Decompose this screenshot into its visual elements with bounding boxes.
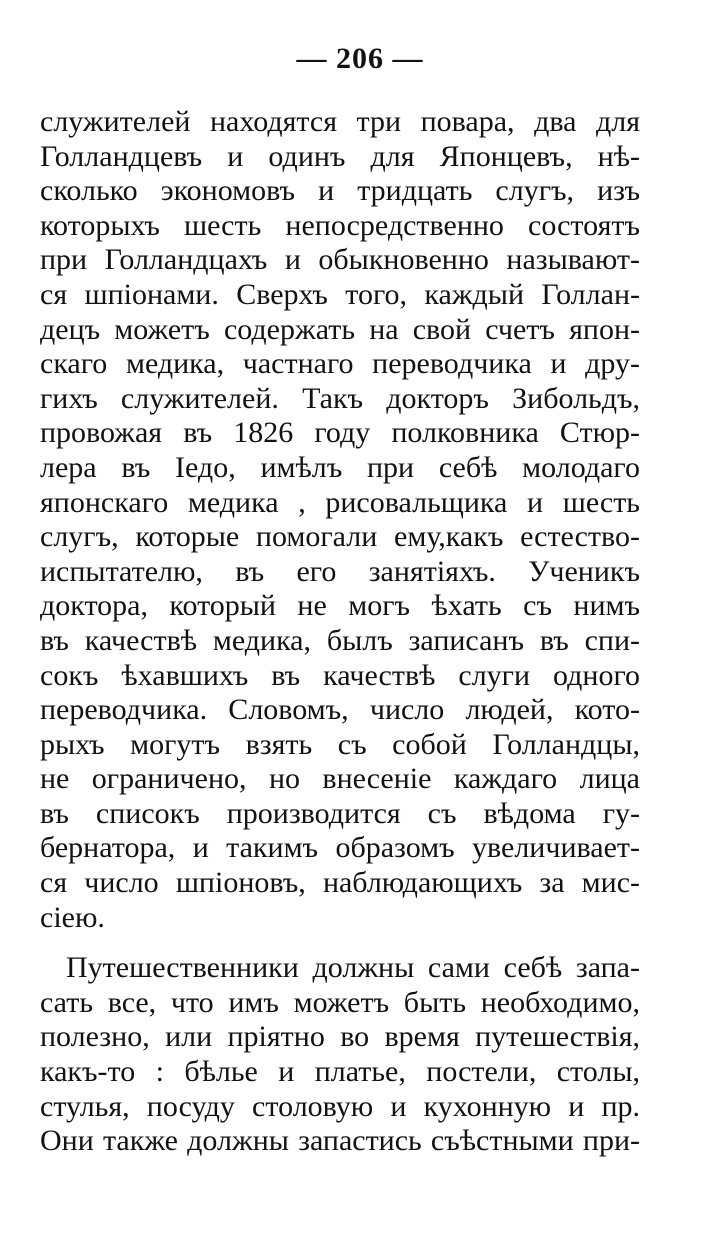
text-line: японскаго медика , рисовальщика и шесть <box>40 485 640 519</box>
text-line: которыхъ шесть непосредственно состоятъ <box>40 208 640 242</box>
text-line: при Голландцахъ и обыкновенно называют- <box>40 243 640 277</box>
text-line: служителей находятся три повара, два для <box>40 105 640 138</box>
paragraph-1 <box>40 105 640 935</box>
text-line: децъ можетъ содержать на свой счетъ япон- <box>40 312 640 346</box>
text-line: бернатора, и такимъ образомъ увеличивает- <box>40 831 640 865</box>
text-line: стулья, посуду столовую и кухонную и пр. <box>40 1089 640 1123</box>
text-line: доктора, который не могъ ѣхать съ нимъ <box>40 589 640 623</box>
text-line: рыхъ могутъ взять съ собой Голландцы, <box>40 727 640 761</box>
body-text <box>40 105 640 1159</box>
text-line: не ограничено, но внесеніе каждаго лица <box>40 762 640 796</box>
text-line: въ качествѣ медика, былъ записанъ въ спи- <box>40 623 640 657</box>
paragraph-2 <box>40 951 640 1159</box>
text-line: ся шпіонами. Сверхъ того, каждый Голлан- <box>40 277 640 311</box>
text-line: Голландцевъ и одинъ для Японцевъ, нѣ- <box>40 139 640 173</box>
text-line: слугъ, которые помогали ему,какъ естество- <box>40 520 640 554</box>
text-line: въ списокъ производится съ вѣдома гу- <box>40 796 640 830</box>
text-line: скаго медика, частнаго переводчика и дру- <box>40 347 640 381</box>
text-line: провожая въ 1826 году полковника Стюр- <box>40 416 640 450</box>
text-line: Путешественники должны сами себѣ запа- <box>66 951 640 985</box>
text-line: полезно, или пріятно во время путешествія, <box>40 1020 640 1054</box>
text-line: ся число шпіоновъ, наблюдающихъ за мис- <box>40 866 640 900</box>
text-line: сколько экономовъ и тридцать слугъ, изъ <box>40 174 640 208</box>
text-line: Они также должны запастись съѣстными при- <box>40 1124 640 1158</box>
page-number: — 206 — <box>296 42 424 75</box>
text-line: лера въ Іедо, имѣлъ при себѣ молодаго <box>40 450 640 484</box>
text-line: сокъ ѣхавшихъ въ качествѣ слуги одного <box>40 658 640 692</box>
text-line: гихъ служителей. Такъ докторъ Зибольдъ, <box>40 381 640 415</box>
text-line: переводчика. Словомъ, число людей, кото- <box>40 693 640 727</box>
text-line: испытателю, въ его занятіяхъ. Ученикъ <box>40 554 640 588</box>
text-line: сіею. <box>40 900 105 934</box>
paragraph-gap <box>40 935 640 951</box>
text-line: сать все, что имъ можетъ быть необходимо, <box>40 985 640 1019</box>
text-line: какъ-то : бѣлье и платье, постели, столы, <box>40 1055 640 1089</box>
